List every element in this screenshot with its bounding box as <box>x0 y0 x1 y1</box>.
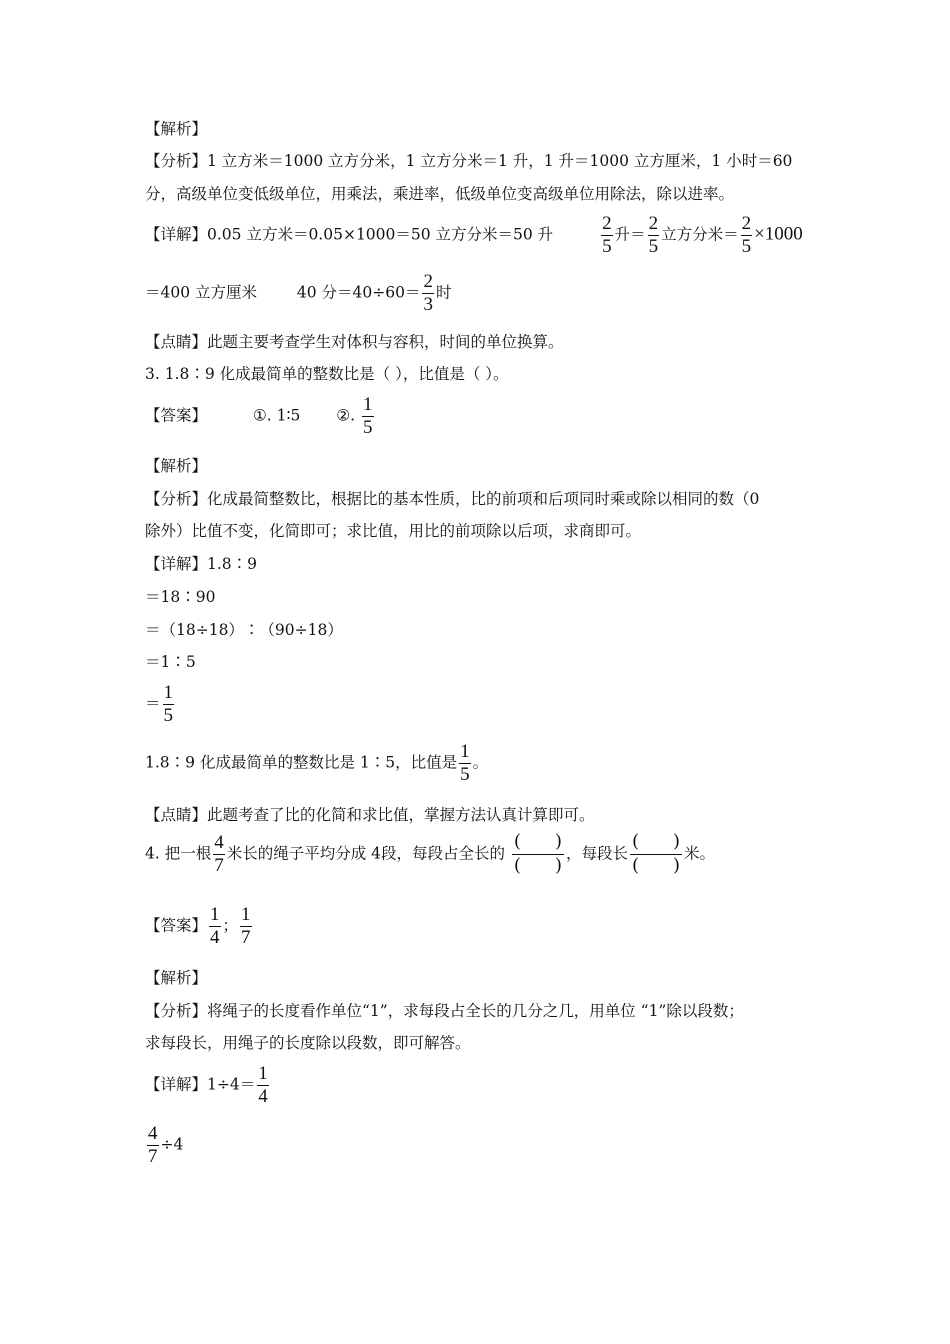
detail-line-1 <box>145 214 803 257</box>
fraction-one-fifth: $\frac{1}{5}$ <box>363 394 373 438</box>
detail-text: ＝400 立方厘米 <box>145 283 258 302</box>
conclusion-text: 1.8∶9 化成最简单的整数比是 1∶5，比值是 <box>145 753 458 772</box>
answer-label: 【答案】 <box>145 406 208 425</box>
answer-label: 【答案】 <box>145 916 208 935</box>
detail-step-2: ＝18∶90 <box>145 588 216 606</box>
fraction-two-fifths: $\frac{2}{5}$ <box>602 213 612 257</box>
dianjing-line: 【点睛】此题主要考查学生对体积与容积，时间的单位换算。 <box>145 333 564 351</box>
fraction-two-thirds: $\frac{2}{3}$ <box>423 271 433 315</box>
conclusion-line <box>145 742 488 785</box>
analysis-line-2: 分，高级单位变低级单位，用乘法，乘进率，低级单位变高级单位用除法，除以进率。 <box>145 185 735 203</box>
fraction-two-fifths: $\frac{2}{5}$ <box>741 213 752 257</box>
detail-text: 40 分＝40÷60＝ <box>296 283 421 302</box>
question-text: 米长的绳子平均分成 4段，每段占全长的 <box>226 844 506 863</box>
analysis-line-1: 【分析】化成最简整数比，根据比的基本性质，比的前项和后项同时乘或除以相同的数（0 <box>145 490 760 508</box>
detail-step-1: 【详解】1.8∶9 <box>145 555 258 573</box>
answer-line-3 <box>145 395 376 438</box>
answer-line-4 <box>145 905 254 948</box>
fraction-one-seventh: $\frac{1}{7}$ <box>241 904 251 948</box>
equals-text: ＝ <box>145 694 161 713</box>
section-heading-jiexi: 【解析】 <box>145 457 208 475</box>
detail-line-last <box>145 1124 183 1167</box>
fraction-one-fifth: $\frac{1}{5}$ <box>163 682 174 726</box>
analysis-line-1: 【分析】将绳子的长度看作单位“1”，求每段占全长的几分之几，用单位 “1”除以段数； <box>145 1002 744 1020</box>
question-text: 4. 把一根 <box>145 844 212 863</box>
fraction-blank[interactable]: ( ) ( ) <box>631 831 680 876</box>
section-heading-jiexi: 【解析】 <box>145 120 208 138</box>
fraction-two-fifths: $\frac{2}{5}$ <box>648 213 659 257</box>
analysis-line-2: 除外）比值不变，化简即可；求比值，用比的前项除以后项，求商即可。 <box>145 522 642 540</box>
unit-text: 时 <box>435 283 452 302</box>
analysis-line-1: 【分析】1 立方米＝1000 立方分米，1 立方分米＝1 升，1 升＝1000 立方厘米，1 小时＝60 <box>145 152 793 170</box>
detail-step-5 <box>145 683 176 726</box>
analysis-line-2: 求每段长，用绳子的长度除以段数，即可解答。 <box>145 1034 471 1052</box>
question-text: ，每段长 <box>565 844 628 863</box>
answer-item-1: ①. 1∶5 <box>252 406 301 425</box>
detail-step-3: ＝（18÷18）∶（90÷18） <box>145 621 343 639</box>
question-3: 3. 1.8∶9 化成最简单的整数比是（ ），比值是（ ）。 <box>145 365 509 383</box>
fraction-four-sevenths: $\frac{4}{7}$ <box>148 1123 158 1167</box>
detail-line-2 <box>145 272 452 315</box>
separator-text: ； <box>222 916 239 935</box>
unit-text: 升＝ <box>614 225 646 244</box>
fraction-blank[interactable]: ( ) ( ) <box>513 831 562 876</box>
section-heading-jiexi: 【解析】 <box>145 969 208 987</box>
division-text: ÷4 <box>160 1135 184 1154</box>
detail-text: 【详解】1÷4＝ <box>145 1075 256 1094</box>
fraction-one-fifth: $\frac{1}{5}$ <box>460 741 470 785</box>
detail-step-4: ＝1∶5 <box>145 653 196 671</box>
detail-text: 【详解】0.05 立方米＝0.05×1000＝50 立方分米＝50 升 <box>145 225 554 244</box>
question-text: 米。 <box>683 844 715 863</box>
period-text: 。 <box>472 753 489 772</box>
fraction-one-quarter: $\frac{1}{4}$ <box>210 904 220 948</box>
fraction-four-sevenths: $\frac{4}{7}$ <box>214 832 224 876</box>
fraction-one-quarter: $\frac{1}{4}$ <box>258 1063 268 1107</box>
detail-line <box>145 1064 271 1107</box>
answer-item-2: ②. <box>336 406 356 425</box>
question-4 <box>145 833 715 876</box>
multiply-text: ×1000 <box>754 223 803 245</box>
dianjing-line: 【点睛】此题考查了比的化简和求比值，掌握方法认真计算即可。 <box>145 806 595 824</box>
unit-text: 立方分米＝ <box>661 225 739 244</box>
